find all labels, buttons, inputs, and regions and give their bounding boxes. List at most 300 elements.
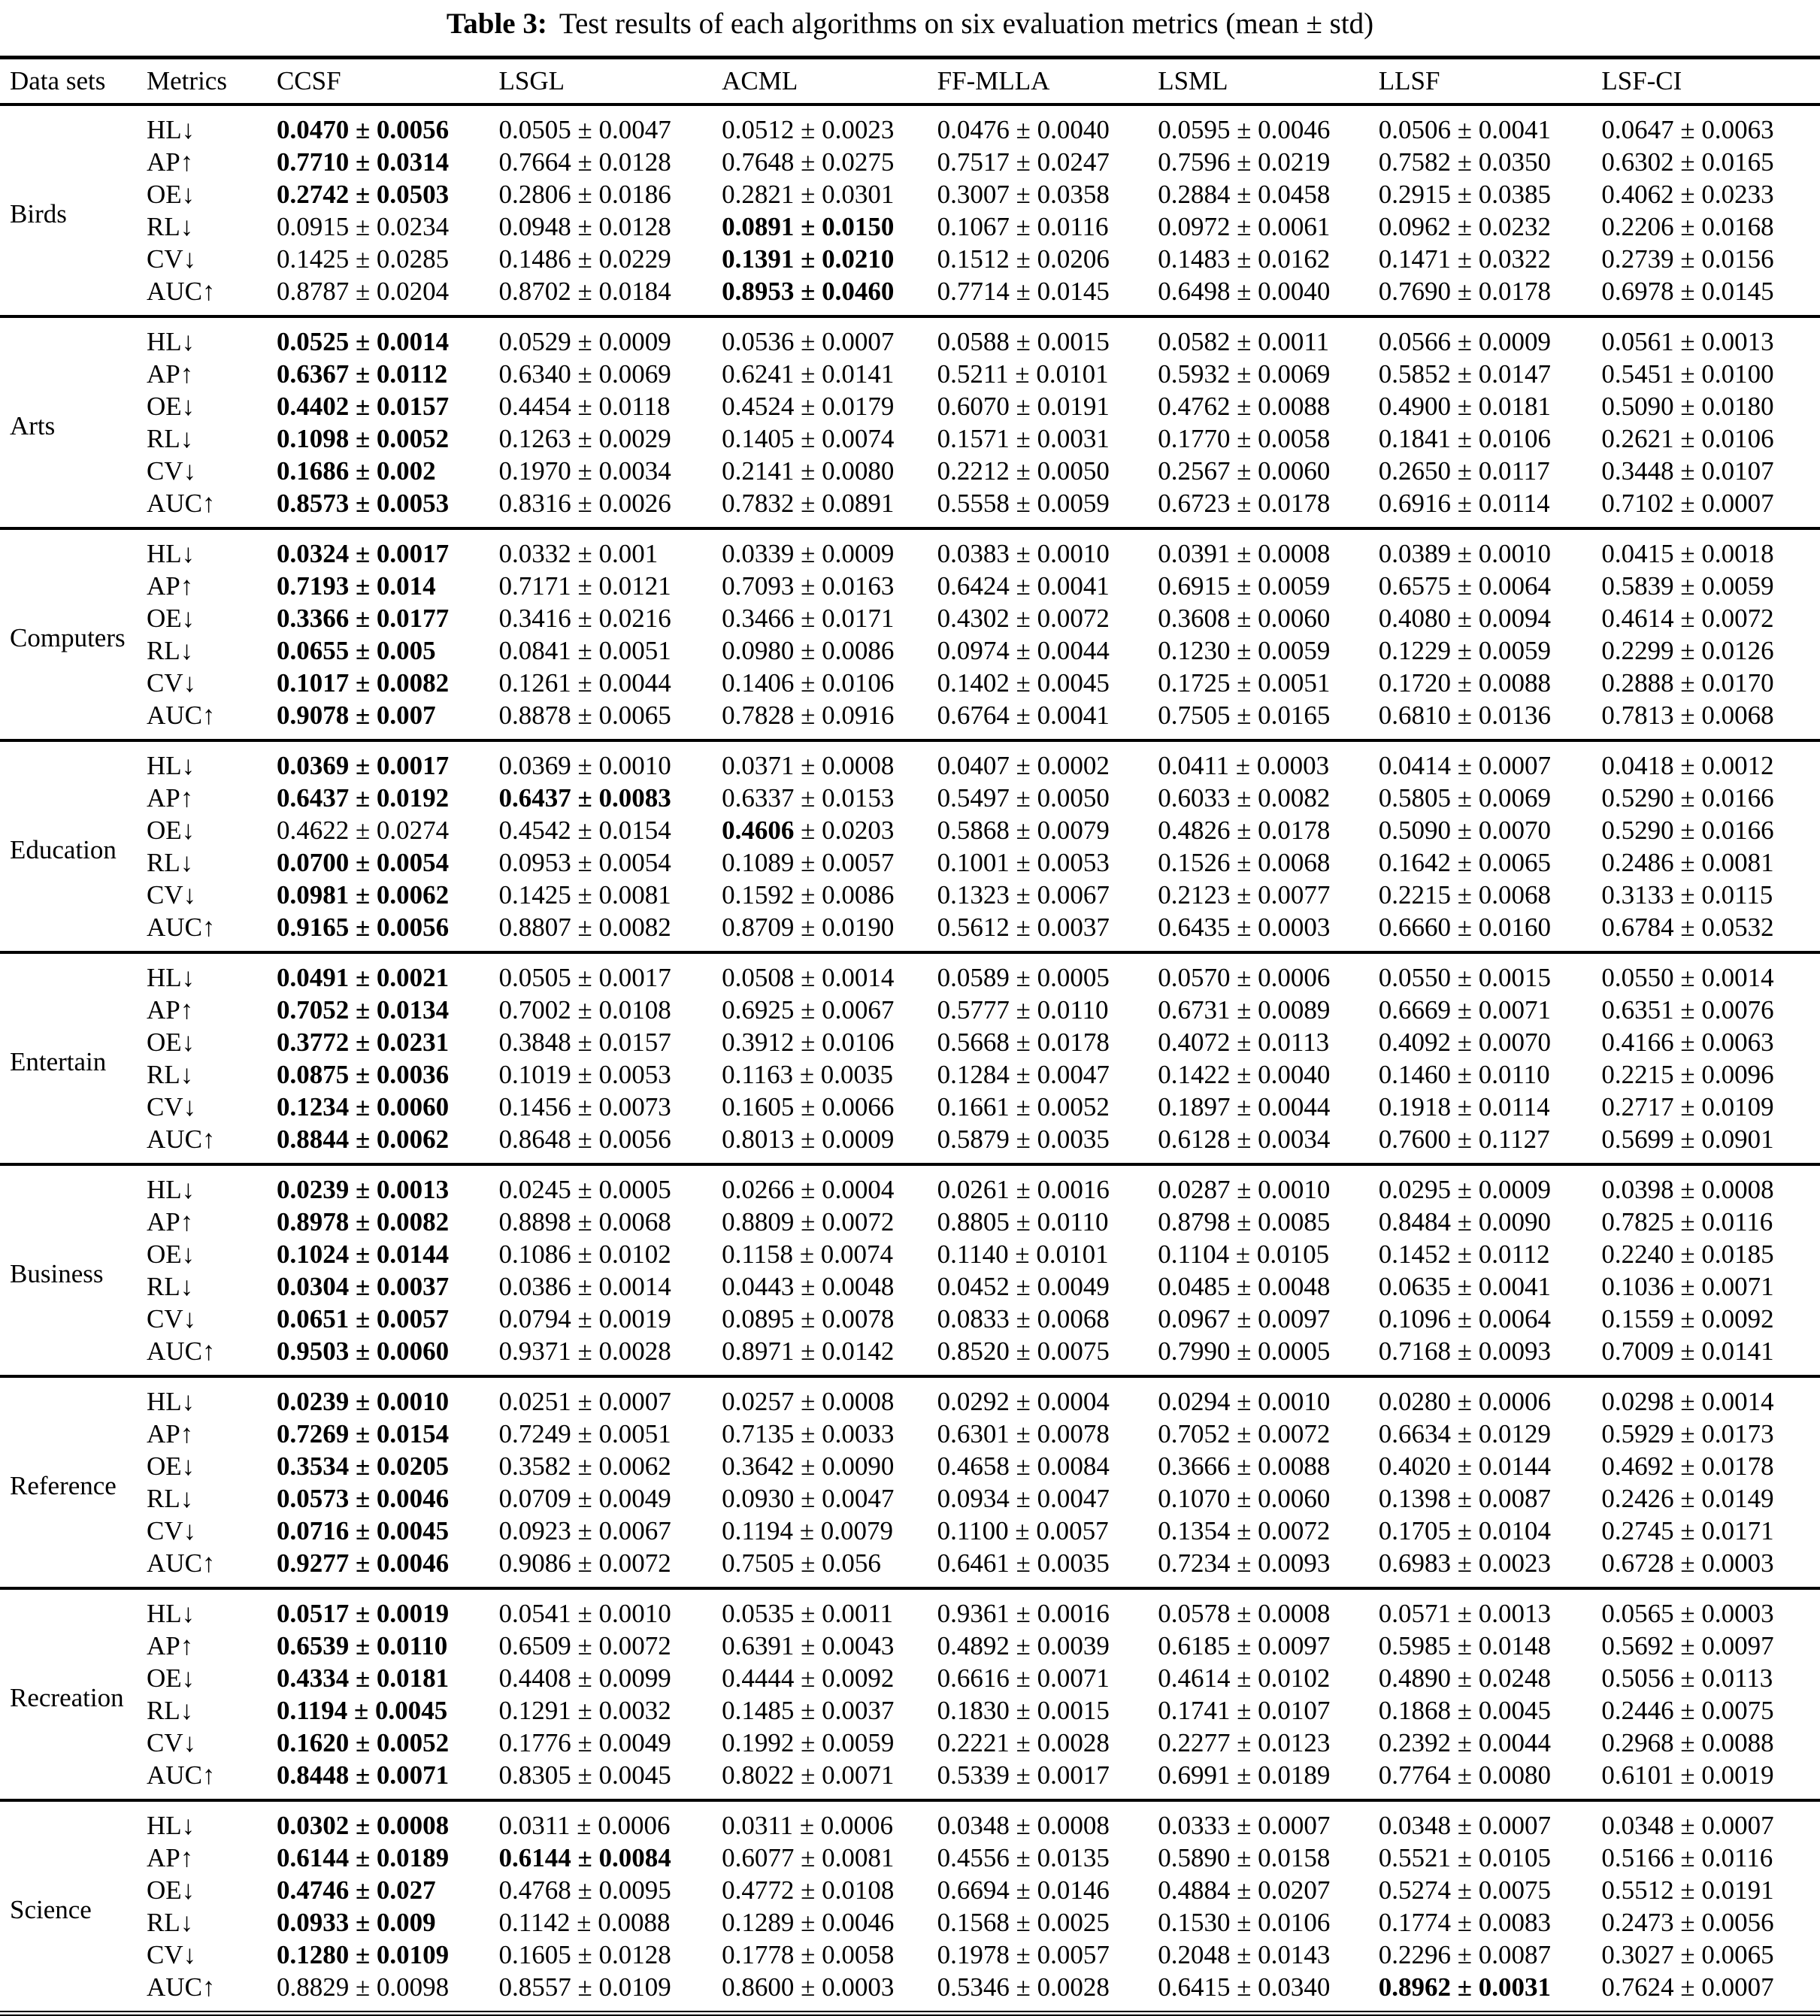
mean-value: 0.0571	[1378, 1598, 1452, 1628]
std-value: 0.0047	[598, 114, 671, 144]
std-value: 0.0016	[1037, 1598, 1110, 1628]
result-cell: 0.0595 ± 0.0046	[1158, 114, 1331, 144]
result-cell: 0.1261 ± 0.0044	[498, 667, 671, 698]
result-cell: 0.0418 ± 0.0012	[1601, 750, 1774, 780]
mean-value: 0.8807	[498, 912, 571, 942]
result-cell: 0.8022 ± 0.0071	[722, 1760, 895, 1790]
std-value: 0.0088	[1478, 667, 1551, 698]
std-value: 0.0204	[376, 276, 450, 306]
std-value: 0.0066	[822, 1091, 895, 1122]
std-value: 0.0081	[598, 879, 671, 910]
std-value: 0.0090	[1478, 1206, 1551, 1237]
result-cell: 0.9371 ± 0.0028	[498, 1336, 671, 1366]
mean-value: 0.1019	[498, 1059, 571, 1089]
std-value: 0.0031	[1478, 1972, 1551, 2002]
result-cell: 0.0536 ± 0.0007	[722, 326, 895, 356]
mean-value: 0.0948	[498, 211, 571, 241]
result-cell: 0.0588 ± 0.0015	[937, 326, 1110, 356]
std-value: 0.0070	[1478, 1027, 1551, 1057]
std-value: 0.0007	[1701, 488, 1774, 518]
result-cell: 0.7582 ± 0.0350	[1378, 147, 1551, 177]
mean-value: 0.1234	[276, 1091, 350, 1122]
result-cell: 0.2221 ± 0.0028	[937, 1727, 1110, 1757]
mean-value: 0.5868	[937, 815, 1010, 845]
std-value: 0.0106	[822, 667, 895, 698]
std-value: 0.0048	[1258, 1271, 1331, 1301]
result-cell: 0.4302 ± 0.0072	[937, 603, 1110, 633]
mean-value: 0.4768	[498, 1875, 571, 1905]
mean-value: 0.6144	[498, 1842, 571, 1872]
mean-value: 0.0541	[498, 1598, 571, 1628]
mean-value: 0.0311	[722, 1810, 794, 1840]
std-value: 0.0059	[1701, 571, 1774, 601]
mean-value: 0.2739	[1601, 244, 1674, 274]
result-cell: 0.0529 ± 0.0009	[498, 326, 671, 356]
mean-value: 0.0324	[276, 538, 350, 568]
std-value: 0.0088	[1701, 1727, 1774, 1757]
std-value: 0.0016	[1037, 1174, 1110, 1204]
result-cell: 0.1483 ± 0.0162	[1158, 244, 1331, 274]
mean-value: 0.6539	[276, 1630, 350, 1660]
std-value: 0.0192	[376, 782, 450, 813]
std-value: 0.0041	[1478, 114, 1551, 144]
metric-label: AUC↑	[147, 276, 216, 306]
mean-value: 0.5699	[1601, 1124, 1674, 1154]
std-value: 0.0079	[820, 1515, 894, 1545]
mean-value: 0.7009	[1601, 1336, 1674, 1366]
std-value: 0.0081	[822, 1842, 895, 1872]
result-cell: 0.3534 ± 0.0205	[276, 1451, 450, 1481]
std-value: 0.0009	[822, 538, 895, 568]
result-cell: 0.0407 ± 0.0002	[937, 750, 1110, 780]
result-cell: 0.0635 ± 0.0041	[1378, 1271, 1551, 1301]
metric-label: CV↓	[147, 1515, 197, 1545]
std-value: 0.0040	[1258, 1059, 1331, 1089]
result-cell: 0.7596 ± 0.0219	[1158, 147, 1331, 177]
std-value: 0.0057	[1036, 1515, 1109, 1545]
table-row	[0, 1418, 1820, 1450]
mean-value: 0.0371	[722, 750, 795, 780]
mean-value: 0.6634	[1378, 1418, 1452, 1448]
std-value: 0.0010	[1258, 1386, 1331, 1416]
mean-value: 0.0304	[276, 1271, 350, 1301]
std-value: 0.0153	[822, 782, 895, 813]
std-value: 0.0015	[1478, 962, 1551, 992]
dataset-label: Birds	[10, 199, 67, 229]
mean-value: 0.1284	[937, 1059, 1010, 1089]
metric-label: CV↓	[147, 456, 197, 486]
mean-value: 0.7832	[722, 488, 795, 518]
metric-label: OE↓	[147, 1239, 195, 1269]
mean-value: 0.7093	[722, 571, 795, 601]
mean-value: 0.0485	[1158, 1271, 1231, 1301]
std-value: 0.0189	[376, 1842, 450, 1872]
std-value: 0.0121	[598, 571, 671, 601]
std-value: 0.0105	[1256, 1239, 1330, 1269]
mean-value: 0.0582	[1158, 326, 1231, 356]
std-value: 0.0056	[376, 114, 450, 144]
mean-value: 0.2240	[1601, 1239, 1674, 1269]
mean-value: 0.2742	[276, 179, 350, 209]
dataset-block-entertain	[0, 952, 1820, 1164]
std-value: 0.0274	[376, 815, 450, 845]
result-cell: 0.8557 ± 0.0109	[498, 1972, 671, 2002]
mean-value: 0.0287	[1158, 1174, 1231, 1204]
mean-value: 0.0348	[937, 1810, 1010, 1840]
mean-value: 0.6301	[937, 1418, 1010, 1448]
result-cell: 0.7171 ± 0.0121	[498, 571, 671, 601]
result-cell: 0.0251 ± 0.0007	[498, 1386, 671, 1416]
std-value: 0.0108	[822, 1875, 895, 1905]
metric-label: HL↓	[147, 114, 195, 144]
metric-label: HL↓	[147, 1386, 195, 1416]
std-value: 0.0050	[1037, 782, 1110, 813]
mean-value: 0.6070	[937, 391, 1010, 421]
std-value: 0.0041	[1478, 1271, 1551, 1301]
std-value: 0.0052	[1037, 1091, 1110, 1122]
table-row	[0, 275, 1820, 316]
result-cell: 0.1970 ± 0.0034	[498, 456, 671, 486]
result-cell: 0.6694 ± 0.0146	[937, 1875, 1110, 1905]
result-cell: 0.1098 ± 0.0052	[276, 423, 450, 453]
result-cell: 0.1605 ± 0.0128	[498, 1939, 671, 1969]
mean-value: 0.0536	[722, 326, 795, 356]
result-cell: 0.6435 ± 0.0003	[1158, 912, 1331, 942]
std-value: 0.0106	[1701, 423, 1774, 453]
result-cell: 0.7052 ± 0.0072	[1158, 1418, 1331, 1448]
mean-value: 0.6660	[1378, 912, 1452, 942]
std-value: 0.0058	[822, 1939, 895, 1969]
std-value: 0.0006	[820, 1810, 894, 1840]
mean-value: 0.1001	[937, 847, 1010, 877]
mean-value: 0.4900	[1378, 391, 1452, 421]
std-value: 0.0008	[1258, 538, 1331, 568]
mean-value: 0.3642	[722, 1451, 795, 1481]
result-cell: 0.6731 ± 0.0089	[1158, 994, 1331, 1025]
mean-value: 0.7517	[937, 147, 1010, 177]
result-cell: 0.6784 ± 0.0532	[1601, 912, 1774, 942]
result-cell: 0.1918 ± 0.0114	[1378, 1091, 1550, 1122]
std-value: 0.0285	[376, 244, 450, 274]
result-cell: 0.8316 ± 0.0026	[498, 488, 671, 518]
table-row	[0, 1376, 1820, 1418]
std-value: 0.0049	[598, 1483, 671, 1513]
result-cell: 0.7828 ± 0.0916	[722, 700, 895, 730]
mean-value: 0.1086	[498, 1239, 571, 1269]
std-value: 0.0150	[822, 211, 895, 241]
mean-value: 0.0476	[937, 114, 1010, 144]
mean-value: 0.0302	[276, 1810, 350, 1840]
std-value: 0.0003	[822, 1972, 895, 2002]
column-header-datasets: Data sets	[10, 66, 106, 95]
std-value: 0.0087	[1478, 1939, 1551, 1969]
metric-label: HL↓	[147, 326, 195, 356]
result-cell: 0.7193 ± 0.014	[276, 571, 436, 601]
std-value: 0.0090	[822, 1451, 895, 1481]
result-cell: 0.1897 ± 0.0044	[1158, 1091, 1331, 1122]
result-cell: 0.0506 ± 0.0041	[1378, 114, 1551, 144]
result-cell: 0.7710 ± 0.0314	[276, 147, 450, 177]
table-row	[0, 528, 1820, 570]
result-cell: 0.0302 ± 0.0008	[276, 1810, 450, 1840]
table-row	[0, 422, 1820, 455]
mean-value: 0.6128	[1158, 1124, 1231, 1154]
result-cell: 0.0348 ± 0.0007	[1601, 1810, 1774, 1840]
table-row	[0, 1123, 1820, 1164]
std-value: 0.0005	[598, 1174, 671, 1204]
table-row	[0, 740, 1820, 782]
mean-value: 0.6351	[1601, 994, 1674, 1025]
mean-value: 0.0383	[937, 538, 1010, 568]
std-value: 0.0097	[1258, 1630, 1331, 1660]
std-value: 0.0049	[1037, 1271, 1110, 1301]
mean-value: 0.7825	[1601, 1206, 1674, 1237]
std-value: 0.0036	[376, 1059, 450, 1089]
result-cell: 0.8953 ± 0.0460	[722, 276, 895, 306]
result-cell: 0.5668 ± 0.0178	[937, 1027, 1110, 1057]
std-value: 0.0072	[598, 1548, 671, 1578]
std-value: 0.0087	[1478, 1483, 1551, 1513]
result-cell: 0.8305 ± 0.0045	[498, 1760, 671, 1790]
mean-value: 0.1868	[1378, 1695, 1452, 1725]
mean-value: 0.3848	[498, 1027, 571, 1057]
mean-value: 0.3772	[276, 1027, 350, 1057]
mean-value: 0.2296	[1378, 1939, 1452, 1969]
metric-label: AUC↑	[147, 700, 216, 730]
result-cell: 0.1592 ± 0.0086	[722, 879, 895, 910]
result-cell: 0.9361 ± 0.0016	[937, 1598, 1110, 1628]
result-cell: 0.3582 ± 0.0062	[498, 1451, 671, 1481]
std-value: 0.0007	[822, 326, 895, 356]
result-cell: 0.0972 ± 0.0061	[1158, 211, 1331, 241]
result-cell: 0.0571 ± 0.0013	[1378, 1598, 1551, 1628]
mean-value: 0.2486	[1601, 847, 1674, 877]
mean-value: 0.3534	[276, 1451, 350, 1481]
result-cell: 0.0566 ± 0.0009	[1378, 326, 1551, 356]
std-value: 0.0144	[1478, 1451, 1551, 1481]
std-value: 0.0037	[822, 1695, 895, 1725]
result-cell: 0.6723 ± 0.0178	[1158, 488, 1331, 518]
mean-value: 0.1452	[1378, 1239, 1452, 1269]
result-cell: 0.1230 ± 0.0059	[1158, 635, 1331, 665]
std-value: 0.0010	[1258, 1174, 1331, 1204]
result-cell: 0.0833 ± 0.0068	[937, 1303, 1110, 1333]
result-cell: 0.7517 ± 0.0247	[937, 147, 1110, 177]
result-cell: 0.2215 ± 0.0096	[1601, 1059, 1774, 1089]
std-value: 0.0011	[822, 1598, 894, 1628]
mean-value: 0.0651	[276, 1303, 350, 1333]
std-value: 0.0067	[598, 1515, 671, 1545]
result-cell: 0.4614 ± 0.0072	[1601, 603, 1774, 633]
mean-value: 0.0512	[722, 114, 795, 144]
result-cell: 0.0304 ± 0.0037	[276, 1271, 450, 1301]
result-cell: 0.0257 ± 0.0008	[722, 1386, 895, 1416]
result-cell: 0.0895 ± 0.0078	[722, 1303, 895, 1333]
mean-value: 0.1605	[722, 1091, 795, 1122]
result-cell: 0.0415 ± 0.0018	[1601, 538, 1774, 568]
std-value: 0.0901	[1701, 1124, 1774, 1154]
result-cell: 0.4900 ± 0.0181	[1378, 391, 1551, 421]
table-row	[0, 1694, 1820, 1727]
result-cell: 0.1089 ± 0.0057	[722, 847, 895, 877]
std-value: 0.0010	[598, 1598, 671, 1628]
std-value: 0.001	[598, 538, 659, 568]
mean-value: 0.1978	[937, 1939, 1010, 1969]
mean-value: 0.0974	[937, 635, 1010, 665]
std-value: 0.0028	[1037, 1727, 1110, 1757]
result-cell: 0.1526 ± 0.0068	[1158, 847, 1331, 877]
result-cell: 0.6660 ± 0.0160	[1378, 912, 1551, 942]
mean-value: 0.8898	[498, 1206, 571, 1237]
result-cell: 0.6616 ± 0.0071	[937, 1663, 1110, 1693]
mean-value: 0.5290	[1601, 782, 1674, 813]
result-cell: 0.2884 ± 0.0458	[1158, 179, 1331, 209]
std-value: 0.0006	[1258, 962, 1331, 992]
mean-value: 0.6728	[1601, 1548, 1674, 1578]
std-value: 0.0275	[822, 147, 895, 177]
result-cell: 0.6144 ± 0.0189	[276, 1842, 450, 1872]
mean-value: 0.0311	[498, 1810, 571, 1840]
result-cell: 0.0311 ± 0.0006	[722, 1810, 894, 1840]
mean-value: 0.6764	[937, 700, 1010, 730]
result-cell: 0.7714 ± 0.0145	[937, 276, 1110, 306]
std-value: 0.0136	[1478, 700, 1551, 730]
mean-value: 0.5932	[1158, 359, 1231, 389]
results-table	[0, 56, 1820, 2016]
mean-value: 0.2221	[937, 1727, 1010, 1757]
mean-value: 0.0391	[1158, 538, 1231, 568]
std-value: 0.0143	[1258, 1939, 1331, 1969]
mean-value: 0.0348	[1601, 1810, 1674, 1840]
result-cell: 0.5339 ± 0.0017	[937, 1760, 1110, 1790]
mean-value: 0.4556	[937, 1842, 1010, 1872]
mean-value: 0.6241	[722, 359, 795, 389]
std-value: 0.0112	[376, 359, 448, 389]
mean-value: 0.9078	[276, 700, 350, 730]
std-value: 0.0031	[1037, 423, 1110, 453]
mean-value: 0.1456	[498, 1091, 571, 1122]
mean-value: 0.5339	[937, 1760, 1010, 1790]
result-cell: 0.6144 ± 0.0084	[498, 1842, 671, 1872]
mean-value: 0.9086	[498, 1548, 571, 1578]
dataset-block-business	[0, 1164, 1820, 1376]
mean-value: 0.3366	[276, 603, 350, 633]
mean-value: 0.2650	[1378, 456, 1452, 486]
table-row	[0, 316, 1820, 358]
result-cell: 0.4692 ± 0.0178	[1601, 1451, 1774, 1481]
std-value: 0.0064	[1478, 571, 1551, 601]
std-value: 0.0008	[1258, 1598, 1331, 1628]
mean-value: 0.5090	[1601, 391, 1674, 421]
result-cell: 0.0647 ± 0.0063	[1601, 114, 1774, 144]
result-cell: 0.0386 ± 0.0014	[498, 1271, 671, 1301]
mean-value: 0.0535	[722, 1598, 795, 1628]
table-row	[0, 1842, 1820, 1874]
mean-value: 0.1354	[1158, 1515, 1231, 1545]
std-value: 0.0017	[376, 538, 450, 568]
table-row	[0, 1206, 1820, 1238]
mean-value: 0.8809	[722, 1206, 795, 1237]
std-value: 0.0184	[598, 276, 671, 306]
std-value: 0.0058	[1258, 423, 1331, 453]
mean-value: 0.1194	[722, 1515, 794, 1545]
std-value: 0.0181	[376, 1663, 450, 1693]
mean-value: 0.6435	[1158, 912, 1231, 942]
std-value: 0.0079	[1037, 815, 1110, 845]
mean-value: 0.6337	[722, 782, 795, 813]
result-cell: 0.1486 ± 0.0229	[498, 244, 671, 274]
mean-value: 0.5879	[937, 1124, 1010, 1154]
result-cell: 0.2968 ± 0.0088	[1601, 1727, 1774, 1757]
std-value: 0.0126	[1701, 635, 1774, 665]
std-value: 0.0075	[1701, 1695, 1774, 1725]
result-cell: 0.4542 ± 0.0154	[498, 815, 671, 845]
result-cell: 0.8600 ± 0.0003	[722, 1972, 895, 2002]
mean-value: 0.4892	[937, 1630, 1010, 1660]
mean-value: 0.7135	[722, 1418, 795, 1448]
result-cell: 0.1568 ± 0.0025	[937, 1907, 1110, 1937]
mean-value: 0.3007	[937, 179, 1010, 209]
result-cell: 0.1471 ± 0.0322	[1378, 244, 1551, 274]
mean-value: 0.6616	[937, 1663, 1010, 1693]
std-value: 0.0112	[1478, 1239, 1550, 1269]
result-cell: 0.3366 ± 0.0177	[276, 603, 450, 633]
result-cell: 0.1398 ± 0.0087	[1378, 1483, 1551, 1513]
std-value: 0.0163	[822, 571, 895, 601]
mean-value: 0.0981	[276, 879, 350, 910]
result-cell: 0.0324 ± 0.0017	[276, 538, 450, 568]
mean-value: 0.1778	[722, 1939, 795, 1969]
metric-label: OE↓	[147, 1027, 195, 1057]
std-value: 0.0063	[1701, 1027, 1774, 1057]
column-header-ccsf: CCSF	[276, 66, 341, 95]
result-cell: 0.0452 ± 0.0049	[937, 1271, 1110, 1301]
result-cell: 0.0535 ± 0.0011	[722, 1598, 894, 1628]
result-cell: 0.2240 ± 0.0185	[1601, 1239, 1774, 1269]
std-value: 0.0128	[598, 1939, 671, 1969]
std-value: 0.0065	[1701, 1939, 1774, 1969]
result-cell: 0.5929 ± 0.0173	[1601, 1418, 1774, 1448]
table-row	[0, 1091, 1820, 1123]
mean-value: 0.4072	[1158, 1027, 1231, 1057]
result-cell: 0.4166 ± 0.0063	[1601, 1027, 1774, 1057]
std-value: 0.0114	[1478, 488, 1550, 518]
std-value: 0.0053	[376, 488, 450, 518]
mean-value: 0.2567	[1158, 456, 1231, 486]
header-row	[0, 58, 1820, 105]
std-value: 0.0116	[1701, 1842, 1773, 1872]
std-value: 0.0010	[1037, 538, 1110, 568]
result-cell: 0.1289 ± 0.0046	[722, 1907, 895, 1937]
mean-value: 0.8962	[1378, 1972, 1452, 2002]
mean-value: 0.0794	[498, 1303, 571, 1333]
mean-value: 0.0333	[1158, 1810, 1231, 1840]
mean-value: 0.6784	[1601, 912, 1674, 942]
std-value: 0.0231	[376, 1027, 450, 1057]
mean-value: 0.8484	[1378, 1206, 1452, 1237]
result-cell: 0.5451 ± 0.0100	[1601, 359, 1774, 389]
mean-value: 0.9277	[276, 1548, 350, 1578]
mean-value: 0.4334	[276, 1663, 350, 1693]
result-cell: 0.6337 ± 0.0153	[722, 782, 895, 813]
std-value: 0.0166	[1701, 782, 1774, 813]
mean-value: 0.7624	[1601, 1972, 1674, 2002]
table-row	[0, 1515, 1820, 1547]
std-value: 0.0051	[1258, 667, 1331, 698]
std-value: 0.0149	[1701, 1483, 1774, 1513]
result-cell: 0.8829 ± 0.0098	[276, 1972, 450, 2002]
result-cell: 0.2446 ± 0.0075	[1601, 1695, 1774, 1725]
